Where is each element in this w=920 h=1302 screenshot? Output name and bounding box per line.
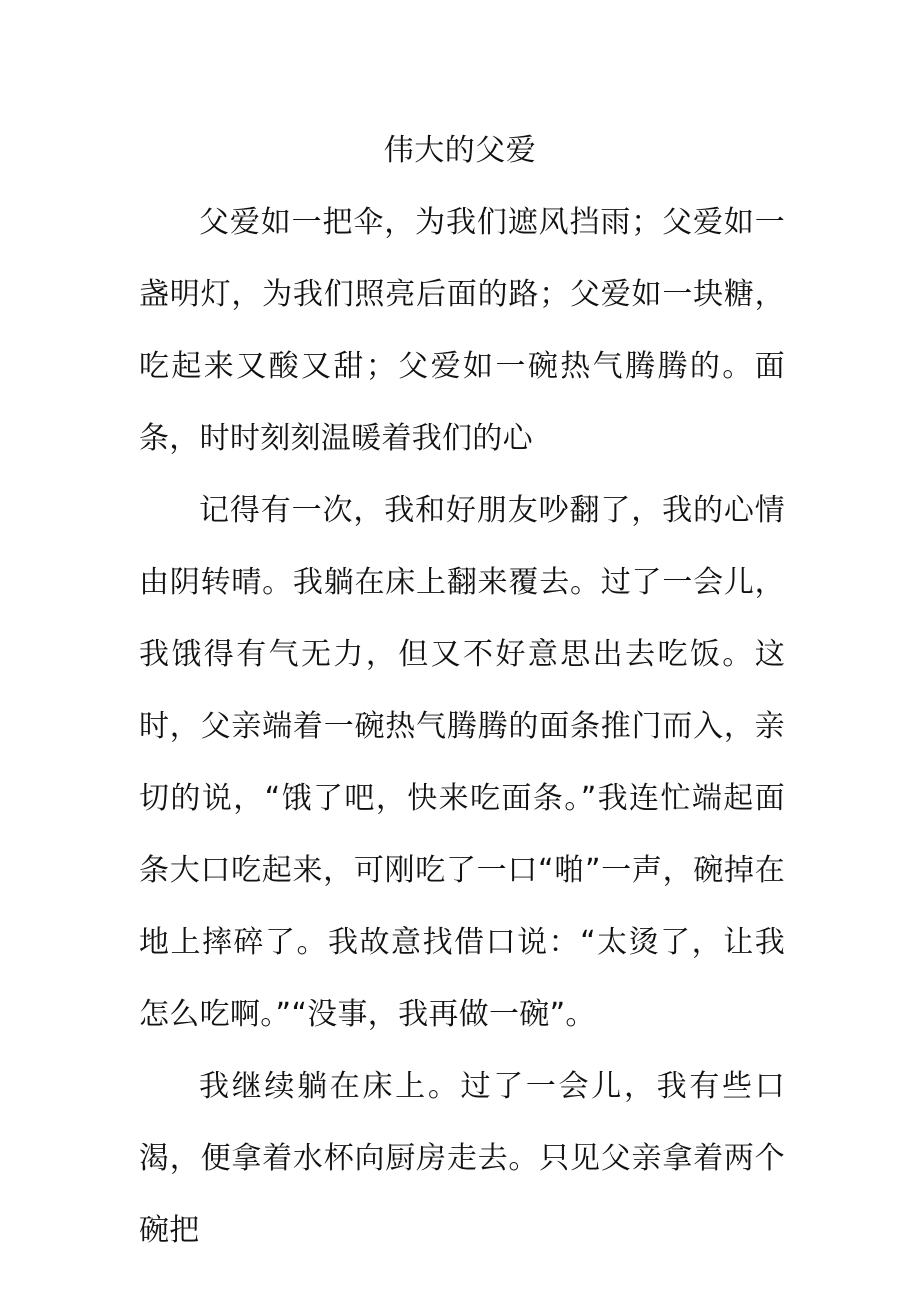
document-body <box>139 187 785 1267</box>
paragraph-3: 我继续躺在床上。过了一会儿，我有些口渴，便拿着水杯向厨房走去。只见父亲拿着两个碗把 <box>139 1069 785 1248</box>
paragraph-1: 父爱如一把伞，为我们遮风挡雨；父爱如一盏明灯，为我们照亮后面的路；父爱如一块糖，吃起来又酸又甜；父爱如一碗热气腾腾的。面条，时时刻刻温暖着我们的心 <box>139 205 785 456</box>
document-title: 伟大的父爱 <box>383 133 537 168</box>
paragraph-2: 记得有一次，我和好朋友吵翻了，我的心情由阴转晴。我躺在床上翻来覆去。过了一会儿，我饿得有气无力，但又不好意思出去吃饭。这时，父亲端着一碗热气腾腾的面条推门而入，亲切的说，“饿了吧，快来吃面条。”我连忙端起面条大口吃起来，可刚吃了一口“啪”一声，碗掉在地上摔碎了。我故意找借口说：“太烫了，让我怎么吃啊。”“没事，我再做一碗”。 <box>139 493 785 1032</box>
